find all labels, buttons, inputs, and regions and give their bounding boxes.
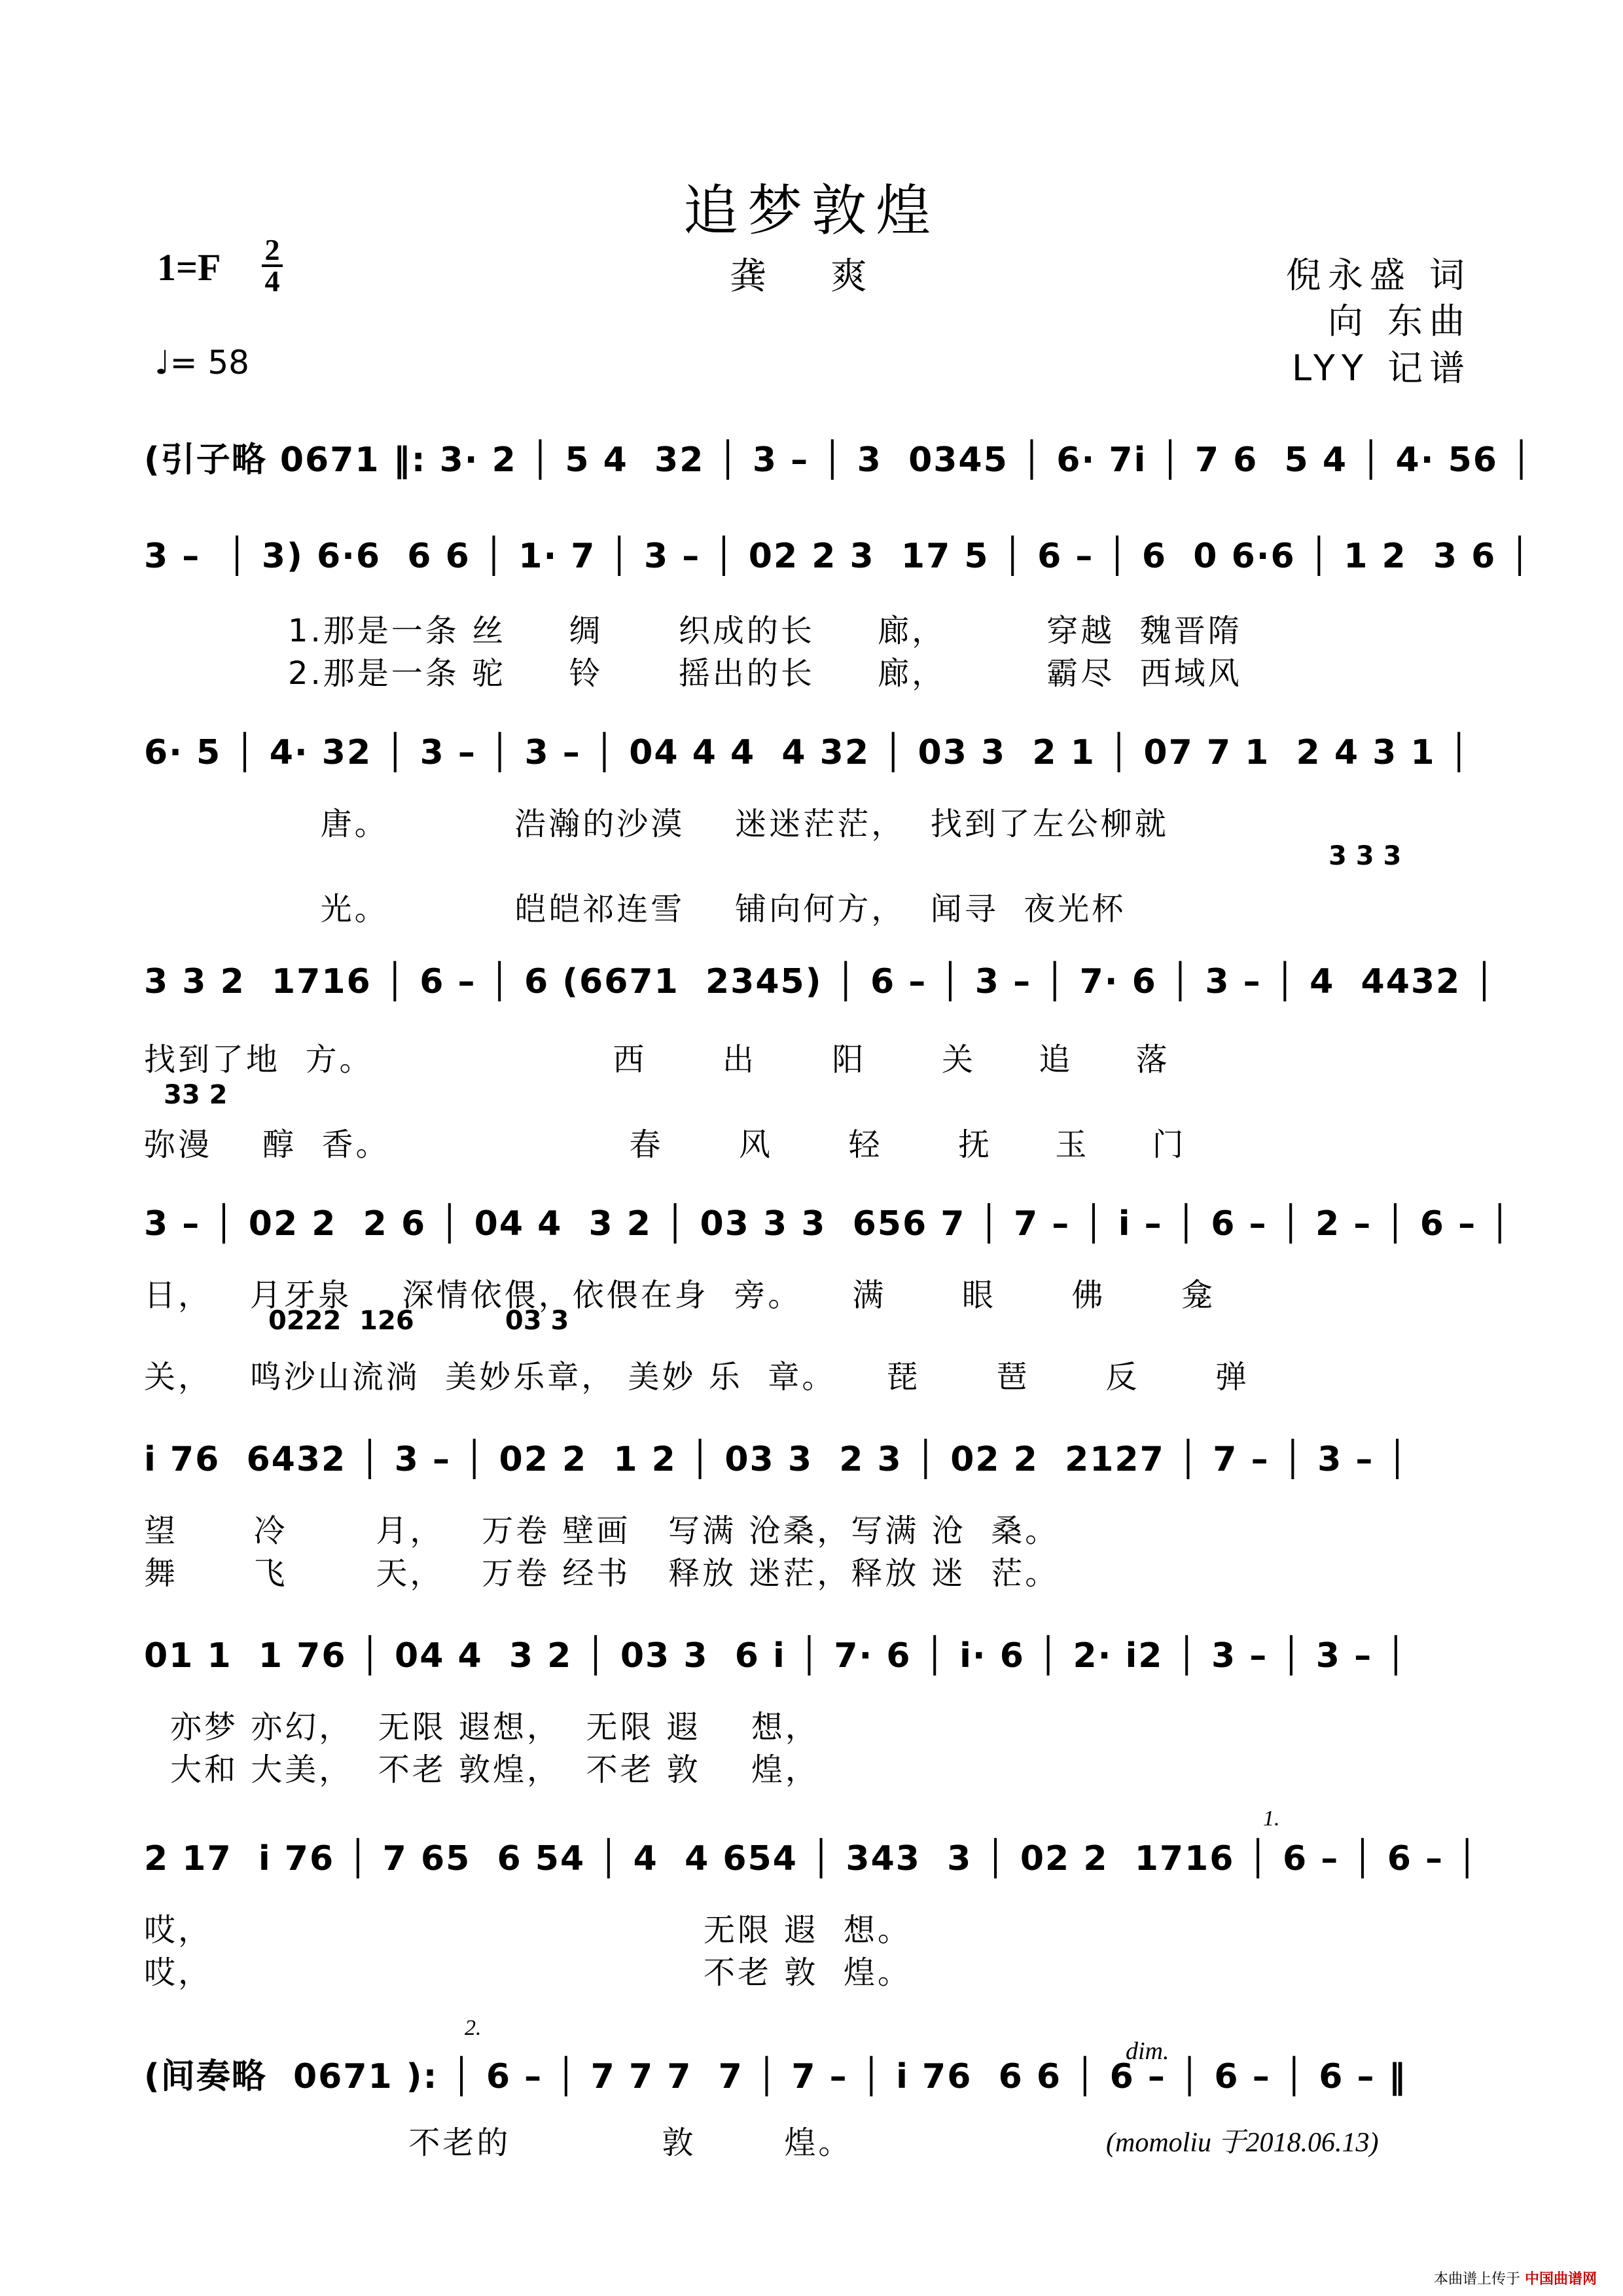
transcriber-credit: LYY 记谱 xyxy=(1291,348,1471,389)
site-brand[interactable]: 中国曲谱网 xyxy=(1524,2271,1597,2287)
volta-2-mark: 2. xyxy=(465,2016,482,2040)
singer-name: 龚 爽 xyxy=(730,255,893,298)
lyric-verse-2: 舞 飞 天， 万卷 经书 释放 迷茫，释放 迷 茫。 xyxy=(144,1555,1060,1592)
lyric-verse-1: 1.那是一条 丝 绸 织成的长 廊， 穿越 魏晋隋 xyxy=(288,613,1242,649)
lyricist-credit: 倪永盛 词 xyxy=(1285,255,1471,296)
tempo-marking: ♩= 58 xyxy=(154,344,249,382)
lyric-verse-1: 日， 月牙泉 深情依偎，依偎在身 旁。 满 眼 佛 龛 xyxy=(144,1277,1215,1314)
lyric-verse-2: 2.那是一条 驼 铃 摇出的长 廊， 霸尽 西域风 xyxy=(288,655,1242,692)
lyric-verse-2: 关， 鸣沙山流淌 美妙乐章， 美妙 乐 章。 琵 琶 反 弹 xyxy=(144,1359,1249,1395)
notation-line: 2 17 i 76 │ 7 65 6 54 │ 4 4 654 │ 343 3 │ 02 2 1716 │ 6 – │ 6 – │ xyxy=(144,1839,1479,1878)
time-bottom: 4 xyxy=(264,264,280,298)
notation-line: 01 1 1 76 │ 04 4 3 2 │ 03 3 6 i │ 7· 6 │ i· 6 │ 2· i2 │ 3 – │ 3 – │ xyxy=(144,1636,1408,1676)
lyric-coda: 不老的 敦 煌。 xyxy=(144,2125,853,2161)
verse-2-notes: 3 3 3 xyxy=(1329,841,1402,871)
song-title: 追梦敦煌 xyxy=(683,179,940,243)
notation-line: i 76 6432 │ 3 – │ 02 2 1 2 │ 03 3 2 3 │ 02 2 2127 │ 7 – │ 3 – │ xyxy=(144,1440,1409,1479)
upload-text: 本曲谱上传于 xyxy=(1433,2271,1520,2287)
key-signature: 1=F xyxy=(157,246,221,289)
lyric-verse-2: 光。 皑皑祁连雪 铺向何方， 闻寻 夜光杯 xyxy=(144,891,1126,927)
lyric-verse-1: 唐。 浩瀚的沙漠 迷迷茫茫， 找到了左公柳就 xyxy=(144,806,1169,842)
lyric-verse-2: 弥漫 醇 香。 春 风 轻 抚 玉 门 xyxy=(144,1126,1186,1163)
site-footer xyxy=(1434,2268,1597,2288)
diminuendo-mark: dim. xyxy=(1126,2037,1169,2065)
lyric-verse-1: 亦梦 亦幻， 无限 遐想， 无限 遐 想， xyxy=(170,1709,819,1746)
notation-line: (间奏略 0671 ): │ 6 – │ 7 7 7 7 │ 7 – │ i 76 6 6 │ 6 – │ 6 – │ 6 – ‖ xyxy=(144,2057,1407,2096)
time-top: 2 xyxy=(264,233,280,266)
lyric-verse-1: 找到了地 方。 西 出 阳 关 追 落 xyxy=(144,1041,1170,1078)
verse-2-notes: 0222 126 03 3 xyxy=(268,1306,569,1336)
notation-line: 3 – │ 3) 6·6 6 6 │ 1· 7 │ 3 – │ 02 2 3 17 5 │ 6 – │ 6 0 6·6 │ 1 2 3 6 │ xyxy=(144,537,1531,576)
verse-2-notes: 33 2 xyxy=(164,1080,228,1110)
notation-line: (引子略 0671 ‖: 3· 2 │ 5 4 32 │ 3 – │ 3 0345 │ 6· 7i │ 7 6 5 4 │ 4· 56 │ xyxy=(144,440,1533,480)
lyric-verse-2: 大和 大美， 不老 敦煌， 不老 敦 煌， xyxy=(170,1751,819,1788)
composer-credit: 向 东曲 xyxy=(1327,300,1471,342)
lyric-verse-2: 哎， 不老 敦 煌。 xyxy=(144,1954,912,1991)
notation-line: 3 – │ 02 2 2 6 │ 04 4 3 2 │ 03 3 3 656 7 │ 7 – │ i – │ 6 – │ 2 – │ 6 – │ xyxy=(144,1204,1512,1244)
notation-line: 3 3 2 1716 │ 6 – │ 6 (6671 2345) │ 6 – │ 3 – │ 7· 6 │ 3 – │ 4 4432 │ xyxy=(144,962,1496,1001)
lyric-verse-1: 哎， 无限 遐 想。 xyxy=(144,1912,912,1948)
transcriber-signature: (momoliu 于2018.06.13) xyxy=(1106,2128,1379,2158)
lyric-verse-1: 望 冷 月， 万卷 壁画 写满 沧桑，写满 沧 桑。 xyxy=(144,1513,1060,1549)
volta-1-mark: 1. xyxy=(1263,1806,1280,1831)
notation-line: 6· 5 │ 4· 32 │ 3 – │ 3 – │ 04 4 4 4 32 │ 03 3 2 1 │ 07 7 1 2 4 3 1 │ xyxy=(144,733,1471,772)
